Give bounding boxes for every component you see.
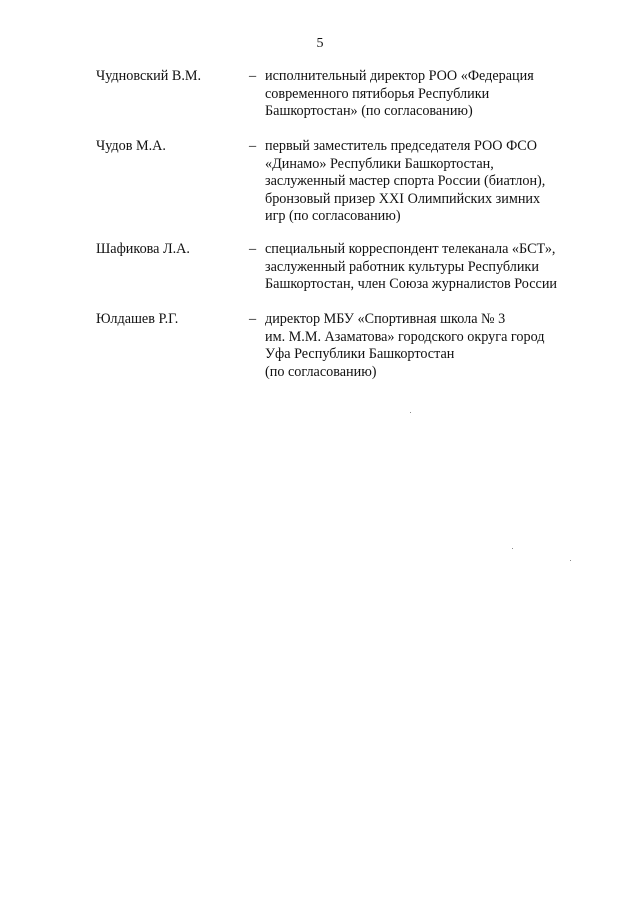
- entry-dash: –: [249, 138, 257, 154]
- entry-dash: –: [249, 311, 257, 327]
- member-description: [265, 241, 595, 294]
- description-line: Башкортостан» (по согласованию): [265, 103, 473, 119]
- entry-dash: –: [249, 241, 257, 257]
- member-description: [265, 138, 595, 226]
- description-line: бронзовый призер XXI Олимпийских зимних: [265, 190, 541, 207]
- member-description: [265, 311, 595, 381]
- description-line: игр (по согласованию): [265, 208, 401, 224]
- description-line: заслуженный мастер спорта России (биатлон),: [265, 173, 546, 189]
- description-line: Уфа Республики Башкортостан: [265, 346, 455, 362]
- description-line: исполнительный директор РОО «Федерация: [265, 68, 534, 84]
- description-line: им. М.М. Азаматова» городского округа город: [265, 328, 545, 345]
- member-name: Шафикова Л.А.: [96, 241, 190, 257]
- page-number: 5: [316, 36, 324, 51]
- entry-dash: –: [249, 68, 257, 84]
- description-line: заслуженный работник культуры Республики: [265, 258, 539, 275]
- member-name: Чудновский В.М.: [96, 68, 202, 84]
- member-description: [265, 68, 595, 121]
- description-line: современного пятиборья Республики: [265, 85, 490, 102]
- description-line: Башкортостан, член Союза журналистов России: [265, 276, 558, 292]
- description-line: специальный корреспондент телеканала «БСТ»,: [265, 241, 556, 257]
- scan-speck: [410, 412, 411, 413]
- description-line: (по согласованию): [265, 363, 377, 380]
- member-name: Юлдашев Р.Г.: [96, 311, 179, 327]
- scan-speck: [512, 548, 513, 549]
- member-name: Чудов М.А.: [96, 138, 166, 154]
- description-line: директор МБУ «Спортивная школа № 3: [265, 311, 506, 327]
- scan-speck: [570, 560, 571, 561]
- description-line: «Динамо» Республики Башкортостан,: [265, 155, 494, 172]
- description-line: первый заместитель председателя РОО ФСО: [265, 138, 537, 154]
